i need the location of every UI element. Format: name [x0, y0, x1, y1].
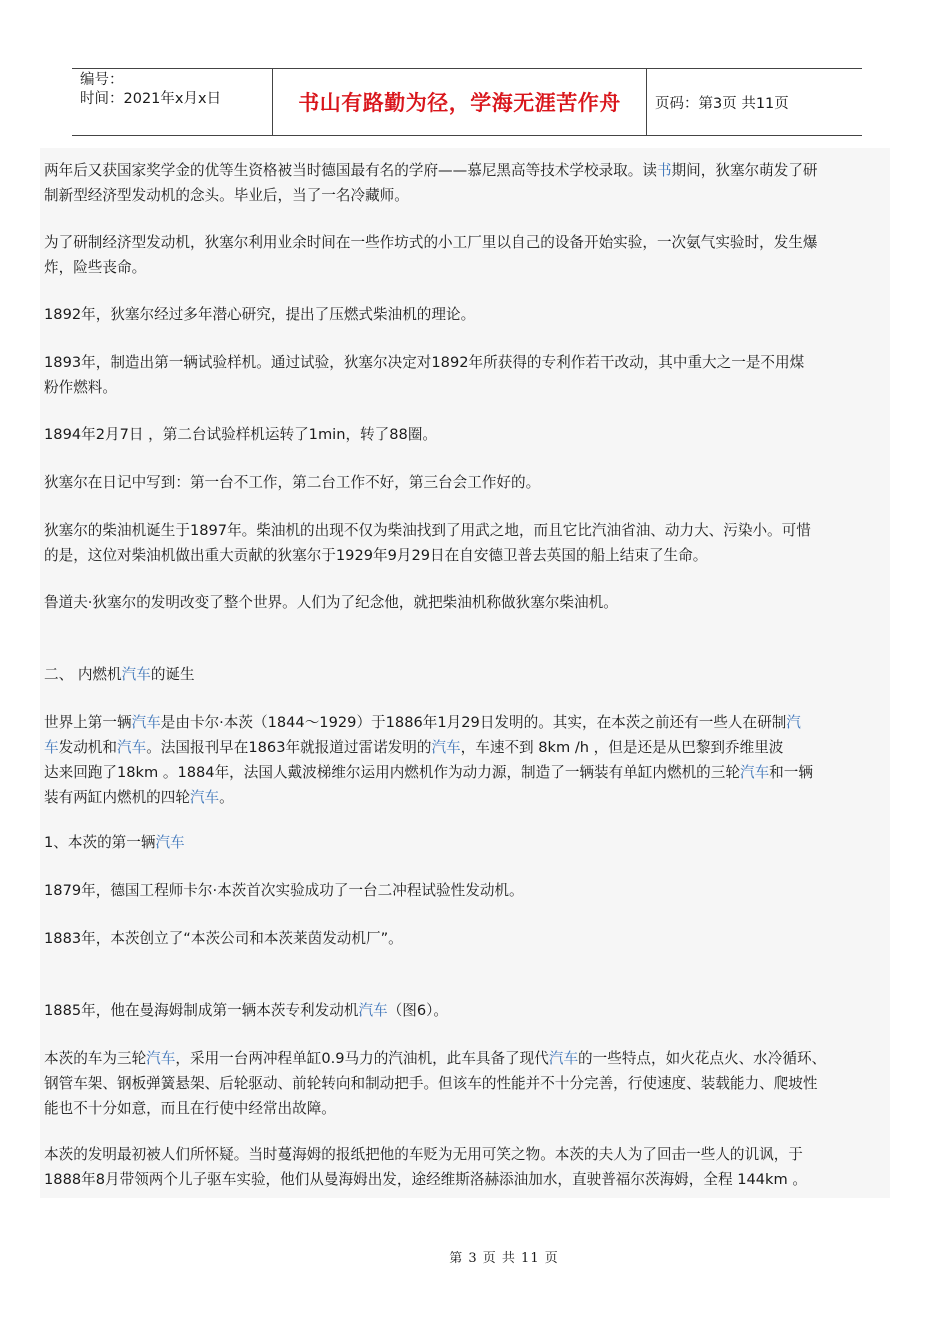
text-span: 1879年，德国工程师卡尔·本茨首次实验成功了一台二冲程试验性发动机。: [44, 882, 524, 899]
text-span: 和一辆: [769, 764, 813, 781]
keyword-link[interactable]: 汽: [786, 714, 801, 731]
keyword-link[interactable]: 汽车: [739, 764, 770, 781]
text-span: 达来回跑了18km 。1884年，法国人戴波梯维尔运用内燃机作为动力源，制造了一辆装有单缸内燃机的三轮: [44, 764, 740, 781]
text-span: ，采用一台两冲程单缸0.9马力的汽油机，此车具备了现代: [175, 1050, 549, 1067]
text-span: 的一些特点，如火花点火、水冷循环、: [578, 1050, 827, 1067]
text-span: 1885年，他在曼海姆制成第一辆本茨专利发动机: [44, 1002, 359, 1019]
paragraph: [44, 998, 888, 1023]
keyword-link[interactable]: 汽车: [155, 834, 185, 851]
paragraph: [44, 422, 888, 447]
paragraph-line: [44, 1096, 888, 1121]
paragraph-line: [44, 1071, 888, 1096]
paragraph-line: [44, 590, 888, 615]
paragraph: [44, 518, 888, 568]
text-span: 狄塞尔的柴油机诞生于1897年。柴油机的出现不仅为柴油找到了用武之地，而且它比汽油省油、动力大、污染小。可惜: [44, 522, 811, 539]
keyword-link[interactable]: 汽车: [146, 1050, 176, 1067]
paragraph-line: [44, 543, 888, 568]
paragraph-line: [44, 183, 888, 208]
paragraph: [44, 302, 888, 327]
paragraph: [44, 1046, 888, 1121]
text-span: 粉作燃料。: [44, 379, 117, 396]
text-span: 的诞生: [150, 666, 195, 683]
text-span: 期间，狄塞尔萌发了研: [671, 162, 818, 179]
text-span: 1888年8月带领两个儿子驱车实验，他们从曼海姆出发，途经维斯洛赫添油加水，直驶普福尔茨海姆，全程 144km 。: [44, 1171, 807, 1188]
text-span: 。法国报刊早在1863年就报道过雷诺发明的: [146, 739, 432, 756]
text-span: 。: [219, 789, 234, 806]
text-span: ，车速不到 8km /h ，但是还是从巴黎到乔维里波: [460, 739, 784, 756]
text-span: 发动机和: [58, 739, 117, 756]
paragraph-line: [44, 350, 888, 375]
text-span: 1894年2月7日 ，第二台试验样机运转了1min，转了88圈。: [44, 426, 438, 443]
text-span: 两年后又获国家奖学金的优等生资格被当时德国最有名的学府——慕尼黑高等技术学校录取。读: [44, 162, 657, 179]
paragraph-line: [44, 1167, 888, 1192]
paragraph: [44, 710, 888, 810]
text-span: 制新型经济型发动机的念头。毕业后，当了一名冷藏师。: [44, 187, 409, 204]
text-span: 二、 内燃机: [44, 666, 122, 683]
text-span: 炸，险些丧命。: [44, 259, 147, 276]
paragraph-line: [44, 470, 888, 495]
paragraph: [44, 158, 888, 208]
text-span: 世界上第一辆: [44, 714, 132, 731]
text-span: 1892年，狄塞尔经过多年潜心研究，提出了压燃式柴油机的理论。: [44, 306, 476, 323]
text-span: 为了研制经济型发动机，狄塞尔利用业余时间在一些作坊式的小工厂里以自己的设备开始实验，一次氨气实验时，发生爆: [44, 234, 818, 251]
text-span: 鲁道夫·狄塞尔的发明改变了整个世界。人们为了纪念他，就把柴油机称做狄塞尔柴油机。: [44, 594, 618, 611]
keyword-link[interactable]: 车: [44, 739, 59, 756]
keyword-link[interactable]: 汽车: [131, 714, 161, 731]
text-span: 的是，这位对柴油机做出重大贡献的狄塞尔于1929年9月29日在自安德卫普去英国的船上结束了生命。: [44, 547, 708, 564]
page-header: [72, 68, 862, 136]
paragraph-line: [44, 1046, 888, 1071]
paragraph-line: [44, 302, 888, 327]
paragraph: [44, 470, 888, 495]
time-label: 时间：2021年x月x日: [80, 91, 222, 107]
paragraph: [44, 350, 888, 400]
text-span: （图6）。: [387, 1002, 449, 1019]
paragraph-line: [44, 760, 888, 785]
paragraph-line: [44, 518, 888, 543]
paragraph: [44, 590, 888, 615]
paragraph-line: [44, 255, 888, 280]
text-span: 是由卡尔·本茨（1844～1929）于1886年1月29日发明的。其实，在本茨之前还有一些人在研制: [160, 714, 787, 731]
text-span: 本茨的发明最初被人们所怀疑。当时蔓海姆的报纸把他的车贬为无用可笑之物。本茨的夫人为了回击一些人的讥讽，于: [44, 1146, 803, 1163]
header-page-cell: [647, 69, 862, 135]
keyword-link[interactable]: 汽车: [431, 739, 461, 756]
keyword-link[interactable]: 汽车: [189, 789, 220, 806]
text-span: 装有两缸内燃机的四轮: [44, 789, 190, 806]
text-span: 1、本茨的第一辆: [44, 834, 156, 851]
paragraph: [44, 230, 888, 280]
paragraph-line: [44, 785, 888, 810]
paragraph-line: [44, 830, 888, 855]
paragraph-line: [44, 230, 888, 255]
paragraph-line: [44, 662, 888, 687]
keyword-link[interactable]: 汽车: [117, 739, 147, 756]
document-body: [40, 148, 890, 1198]
header-meta: [72, 69, 273, 135]
paragraph: [44, 1142, 888, 1192]
keyword-link[interactable]: 书: [656, 162, 672, 179]
paragraph-line: [44, 158, 888, 183]
paragraph-line: [44, 998, 888, 1023]
paragraph: [44, 878, 888, 903]
header-motto-cell: [273, 69, 647, 135]
paragraph-line: [44, 878, 888, 903]
keyword-link[interactable]: 汽车: [358, 1002, 388, 1019]
page-footer: 第 3 页 共 11 页: [449, 1251, 559, 1266]
paragraph: [44, 830, 888, 855]
paragraph-line: [44, 1142, 888, 1167]
text-span: 狄塞尔在日记中写到：第一台不工作，第二台工作不好，第三台会工作好的。: [44, 474, 541, 491]
paragraph-line: [44, 735, 888, 760]
text-span: 钢管车架、钢板弹簧悬架、后轮驱动、前轮转向和制动把手。但该车的性能并不十分完善，行使速度、装载能力、爬坡性: [44, 1075, 818, 1092]
paragraph-line: [44, 375, 888, 400]
keyword-link[interactable]: 汽车: [121, 666, 151, 683]
paragraph: [44, 662, 888, 687]
number-label: 编号：: [80, 72, 124, 88]
paragraph-line: [44, 926, 888, 951]
page-label: 页码：第3页 共11页: [655, 95, 789, 112]
text-span: 本茨的车为三轮: [44, 1050, 147, 1067]
text-span: 1893年，制造出第一辆试验样机。通过试验，狄塞尔决定对1892年所获得的专利作若干改动，其中重大之一是不用煤: [44, 354, 805, 371]
paragraph: [44, 926, 888, 951]
text-span: 1883年，本茨创立了“本茨公司和本茨莱茵发动机厂”。: [44, 930, 403, 947]
keyword-link[interactable]: 汽车: [548, 1050, 579, 1067]
text-span: 能也不十分如意，而且在行使中经常出故障。: [44, 1100, 336, 1117]
paragraph-line: [44, 710, 888, 735]
motto: 书山有路勤为径，学海无涯苦作舟: [298, 91, 621, 115]
paragraph-line: [44, 422, 888, 447]
